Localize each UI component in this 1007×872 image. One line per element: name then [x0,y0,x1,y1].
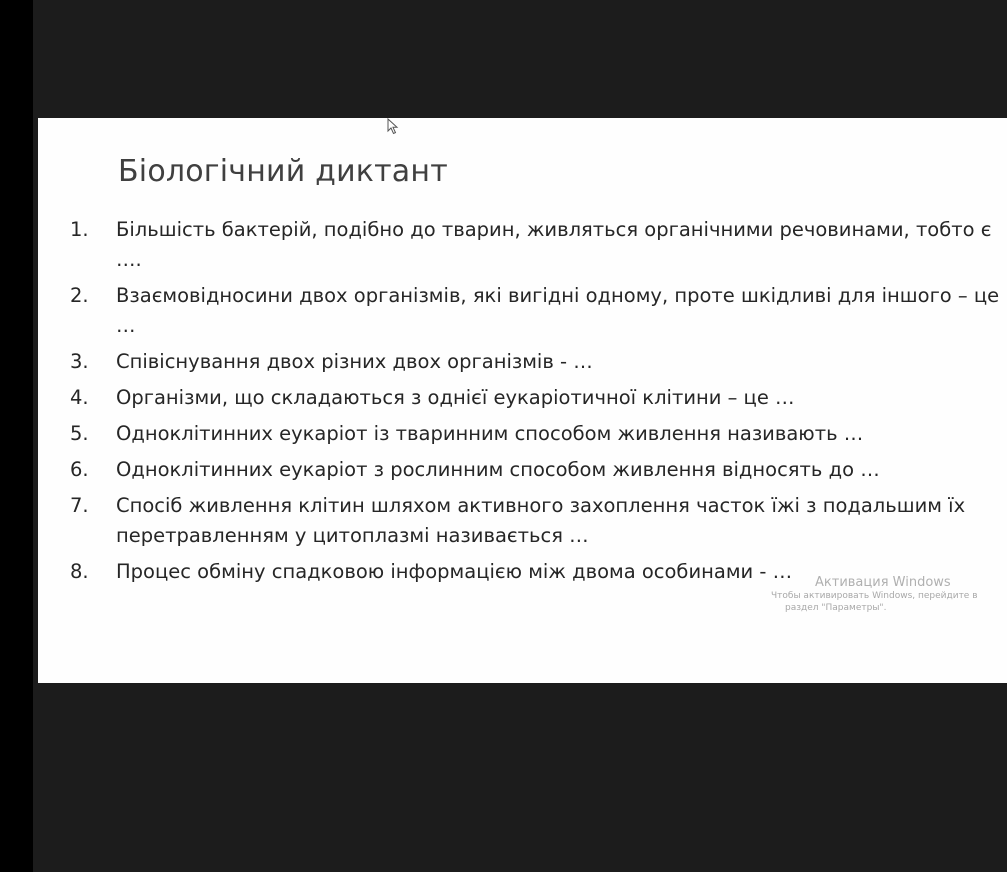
list-item [70,491,1000,551]
mouse-pointer-icon [387,118,401,136]
item-number: 5. [70,422,89,445]
item-text: Більшість бактерій, подібно до тварин, живляться органічними речовинами, тобто є …. [116,218,992,271]
list-item [70,383,1000,413]
item-number: 7. [70,494,89,517]
item-text: Організми, що складаються з однієї еукаріотичної клітини – це … [116,386,795,409]
watermark-line: раздел "Параметры". [785,602,887,613]
left-black-bar [0,0,33,872]
list-item [70,419,1000,449]
item-text: Одноклітинних еукаріот з рослинним способом живлення відносять до … [116,458,880,481]
presentation-slide [38,118,1007,683]
item-text: Взаємовідносини двох організмів, які вигідні одному, проте шкідливі для іншого – це … [116,284,1000,337]
item-number: 8. [70,560,89,583]
item-text: Співіснування двох різних двох організмів - … [116,350,593,373]
list-item [70,455,1000,485]
slide-title: Біологічний диктант [118,154,448,189]
watermark-line: Чтобы активировать Windows, перейдите в [771,591,978,602]
item-number: 3. [70,350,89,373]
list-item [70,347,1000,377]
item-number: 4. [70,386,89,409]
list-item [70,215,1000,275]
item-text: Процес обміну спадковою інформацією між двома особинами - … [116,560,793,583]
windows-activation-watermark [771,575,978,614]
item-text: Одноклітинних еукаріот із тваринним способом живлення називають … [116,422,864,445]
list-item [70,281,1000,341]
item-number: 6. [70,458,89,481]
item-number: 1. [70,218,89,241]
item-text: Спосіб живлення клітин шляхом активного захоплення часток їжі з подальшим їх перетравленням у цитоплазмі називається … [116,494,966,547]
item-number: 2. [70,284,89,307]
dictation-questions-list [70,215,1000,593]
watermark-title: Активация Windows [815,575,951,590]
